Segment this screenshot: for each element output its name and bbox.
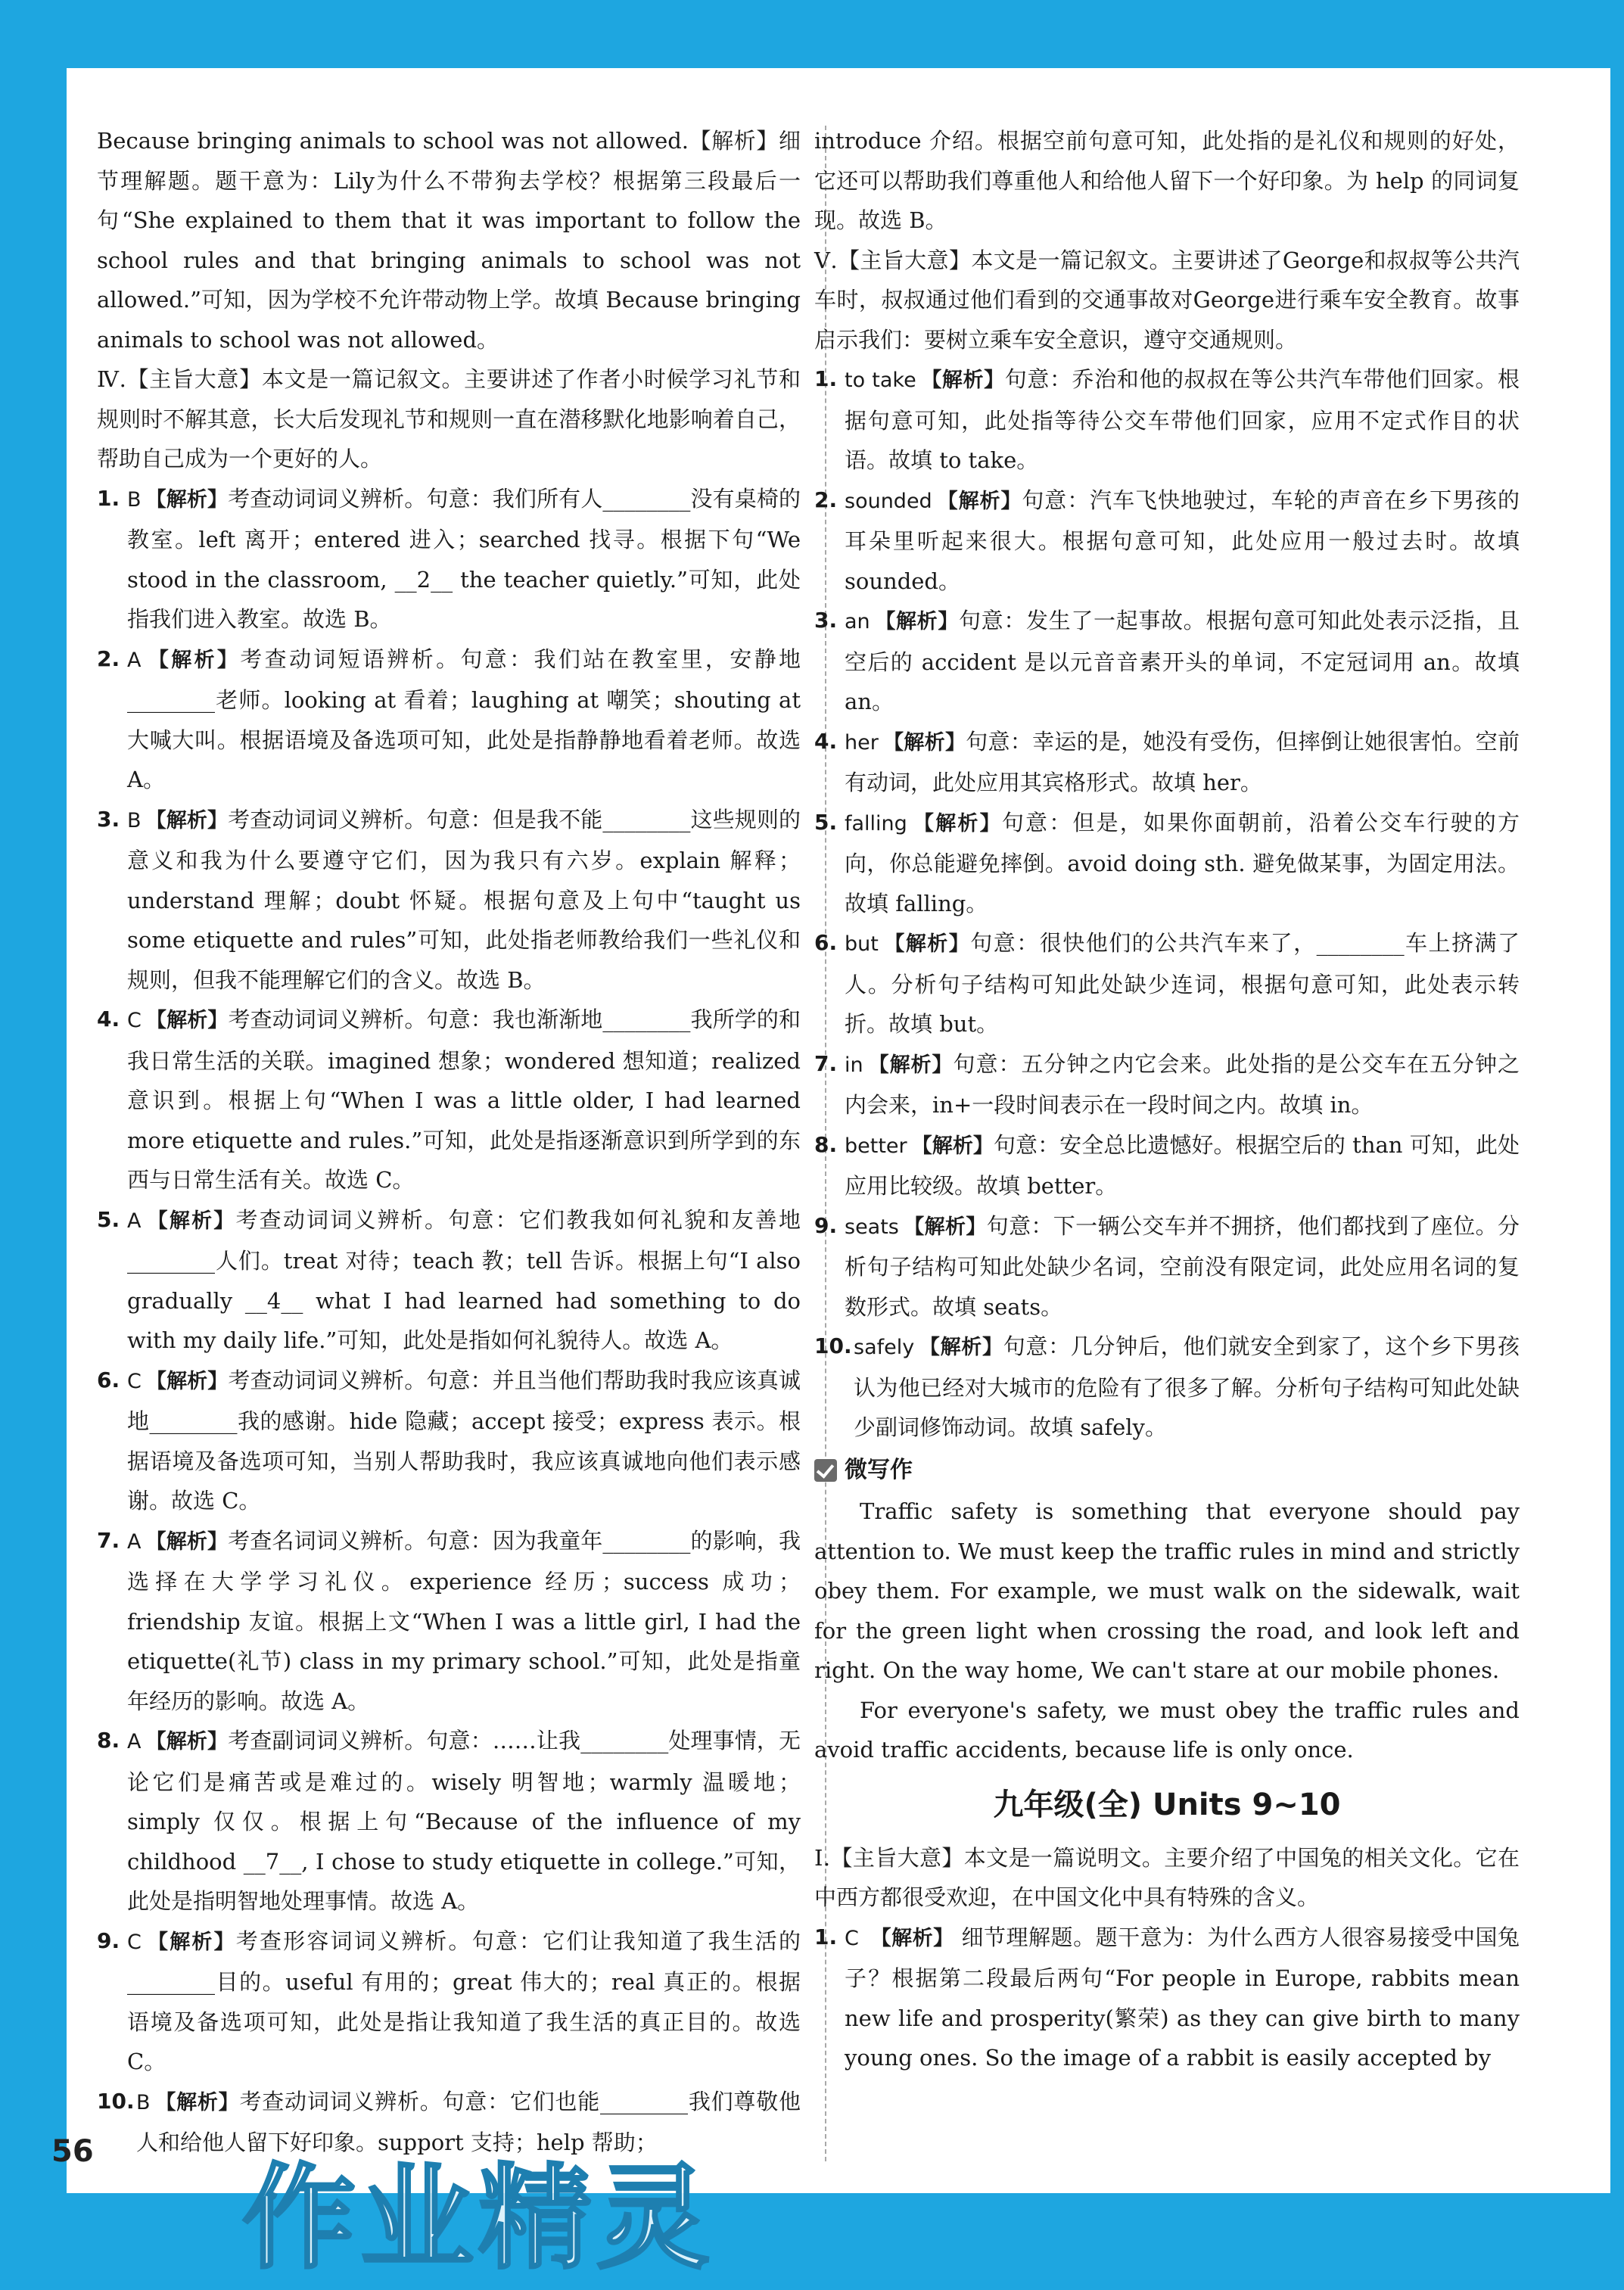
item-body <box>127 1721 801 1921</box>
item-number: 7. <box>97 1527 120 1553</box>
section-4-summary: Ⅳ.【主旨大意】本文是一篇记叙文。主要讲述了作者小时候学习礼节和规则时不解其意，长大后发现礼节和规则一直在潜移默化地影响着自己，帮助自己成为一个更好的人。 <box>97 366 801 471</box>
item-answer: B <box>127 487 142 512</box>
item-number: 4. <box>97 1007 120 1031</box>
item-text: 句意：下一辆公交车并不拥挤，他们都找到了座位。分析句子结构可知此处缺少名词，空前没有限定词，此处应用名词的复数形式。故填 seats。 <box>845 1212 1520 1320</box>
answer-item <box>97 479 801 639</box>
analysis-tag: 【解析】 <box>145 1730 229 1753</box>
item-number: 5. <box>97 1206 120 1232</box>
item-number: 8. <box>97 1728 120 1753</box>
answer-item <box>97 1361 801 1521</box>
item-body <box>845 601 1520 722</box>
right-column <box>814 121 1520 2078</box>
section-title: 九年级(全) Units 9~10 <box>993 1787 1341 1822</box>
item-body <box>845 1206 1520 1327</box>
item-body <box>127 639 801 800</box>
item-answer: C <box>127 1930 142 1954</box>
item-text: 句意：很快他们的公共汽车来了，________车上挤满了人。分析句子结构可知此处缺少连词，根据句意可知，此处表示转折。故填 but。 <box>845 930 1520 1037</box>
item-answer: C <box>845 1926 859 1950</box>
answer-item <box>814 923 1520 1044</box>
item-answer: A <box>127 1529 142 1554</box>
answer-item <box>814 1044 1520 1125</box>
analysis-tag: 【解析】 <box>145 1369 229 1393</box>
analysis-tag: 【解析】 <box>145 1009 229 1032</box>
analysis-tag: 【解析】 <box>145 487 229 512</box>
item-number: 2. <box>814 487 838 512</box>
item-answer: B <box>136 2090 151 2114</box>
answer-item <box>97 800 801 1000</box>
intro-paragraph-left: Because bringing animals to school was not allowed.【解析】细节理解题。题干意为：Lily为什么不带狗去学校？根据第三段最后一句“She explained to them that it was important to follow the school rules and that bringing animals to school was not allowed.”可知，因为学校不允许带动物上学。故填 Because bringing animals to school was not allowed。 <box>97 128 801 353</box>
section-1-summary: Ⅰ.【主旨大意】本文是一篇说明文。主要介绍了中国兔的相关文化。它在中西方都很受欢迎，在中国文化中具有特殊的含义。 <box>814 1844 1520 1910</box>
item-text: 句意：发生了一起事故。根据句意可知此处表示泛指，且空后的 accident 是以元音音素开头的单词，不定冠词用 an。故填 an。 <box>845 608 1520 714</box>
item-text: 考查动词词义辨析。句意：我也渐渐地________我所学的和我日常生活的关联。imagined 想象；wondered 想知道；realized 意识到。根据上句“When I was a little older, I had learned more etiquette and rules.”可知，此处是指逐渐意识到所学到的东西与日常生活有关。故选 C。 <box>127 1007 801 1193</box>
item-body <box>845 1125 1520 1206</box>
item-body <box>127 1200 801 1361</box>
watermark-logo: 作业精灵 <box>242 2153 715 2285</box>
page-number: 56 <box>51 2134 94 2169</box>
analysis-tag: 【解析】 <box>145 1930 236 1954</box>
right-answer-list <box>814 359 1520 1448</box>
item-answer: falling <box>845 811 907 835</box>
analysis-tag: 【解析】 <box>920 369 1005 392</box>
item-answer: better <box>845 1134 907 1158</box>
item-body <box>127 1361 801 1521</box>
item-text: 句意：安全总比遗憾好。根据空后的 than 可知，此处应用比较级。故填 better。 <box>845 1131 1520 1199</box>
item-answer: seats <box>845 1215 899 1239</box>
analysis-tag: 【解析】 <box>145 808 229 832</box>
answer-item <box>814 722 1520 803</box>
item-number: 6. <box>814 930 838 955</box>
answer-item <box>97 1000 801 1200</box>
item-number: 1. <box>97 485 120 511</box>
item-text: 细节理解题。题干意为：为什么西方人很容易接受中国兔子？根据第二段最后两句“For people in Europe, rabbits mean new life and prosperity(繁荣) as they can give birth to many young ones. So the image of a rabbit is easily accepted by <box>845 1924 1520 2071</box>
item-answer: in <box>845 1053 863 1077</box>
item-number: 3. <box>97 806 120 832</box>
item-body <box>127 800 801 1000</box>
answer-item <box>814 803 1520 924</box>
item-text: 句意：幸运的是，她没有受伤，但摔倒让她很害怕。空前有动词，此处应用其宾格形式。故填 her。 <box>845 728 1520 795</box>
answer-item <box>97 1921 801 2082</box>
item-number: 9. <box>814 1212 838 1238</box>
analysis-tag: 【解析】 <box>145 648 241 672</box>
analysis-tag: 【解析】 <box>882 730 966 755</box>
item-body <box>845 923 1520 1044</box>
answer-item <box>814 481 1520 602</box>
answer-item <box>97 1200 801 1361</box>
item-body <box>845 1044 1520 1125</box>
item-text: 考查动词词义辨析。句意：但是我不能________这些规则的意义和我为什么要遵守它们，因为我只有六岁。explain 解释；understand 理解；doubt 怀疑。根据句意及上句中“taught us some etiquette and rules”可知，此处指老师教给我们一些礼仪和规则，但我不能理解它们的含义。故选 B。 <box>127 806 801 993</box>
item-text: 句意：乔治和他的叔叔在等公共汽车带他们回家。根据句意可知，此处指等待公交车带他们回家，应用不定式作目的状语。故填 to take。 <box>845 366 1520 473</box>
analysis-tag: 【解析】 <box>867 1053 954 1077</box>
item-number: 3. <box>814 608 838 633</box>
analysis-tag: 【解析】 <box>874 610 960 633</box>
analysis-tag: 【解析】 <box>919 1336 1003 1359</box>
checkbox-icon <box>814 1459 837 1482</box>
analysis-tag: 【解析】 <box>154 2090 240 2114</box>
item-number: 9. <box>97 1928 120 1953</box>
item-text: 句意：但是，如果你面朝前，沿着公交车行驶的方向，你总能避免摔倒。avoid doing sth. 避免做某事，为固定用法。故填 falling。 <box>845 809 1520 916</box>
analysis-tag: 【解析】 <box>145 1529 229 1554</box>
item-answer: to take <box>845 369 916 392</box>
item-text: 考查动词词义辨析。句意：它们也能________我们尊敬他人和给他人留下好印象。support 支持；help 帮助； <box>136 2088 801 2155</box>
item-text: 句意：五分钟之内它会来。此处指的是公交车在五分钟之内会来，in+一段时间表示在一段时间之内。故填 in。 <box>845 1050 1520 1118</box>
answer-item <box>97 1521 801 1722</box>
item-body <box>127 1521 801 1722</box>
item-body <box>127 1000 801 1200</box>
item-number: 1. <box>814 1924 838 1949</box>
item-answer: C <box>127 1369 142 1393</box>
writing-header <box>814 1451 1520 1491</box>
writing-paragraph: Traffic safety is something that everyone should pay attention to. We must keep the traffic rules in mind and strictly obey them. For example, we must walk on the sidewalk, wait for the green light when crossing the road, and look left and right. On the way home, We can't stare at our mobile phones. <box>814 1498 1520 1683</box>
item-body <box>845 359 1520 481</box>
item-text: 考查副词词义辨析。句意：……让我________处理事情，无论它们是痛苦或是难过的。wisely 明智地；warmly 温暖地；simply 仅仅。根据上句“Because of the influence of my childhood __7__, I chose to study etiquette in college.”可知，此处是指明智地处理事情。故选 A。 <box>127 1728 801 1914</box>
answer-item <box>814 1918 1520 2078</box>
section-5-summary: Ⅴ.【主旨大意】本文是一篇记叙文。主要讲述了George和叔叔等公共汽车时，叔叔通过他们看到的交通事故对George进行乘车安全教育。故事启示我们：要树立乘车安全意识，遵守交通规则。 <box>814 247 1520 353</box>
analysis-tag: 【解析】 <box>903 1215 987 1239</box>
item-text: 考查动词词义辨析。句意：我们所有人________没有桌椅的教室。left 离开；entered 进入；searched 找寻。根据下句“We stood in the classroom, __2__ the teacher quietly.”可知，此处指我们进入教室。故选 B。 <box>127 485 801 632</box>
item-text: 考查名词词义辨析。句意：因为我童年________的影响，我选择在大学学习礼仪。experience 经历；success 成功；friendship 友谊。根据上文“When I was a little girl, I had the etiquette(礼节) class in my primary school.”可知，此处是指童年经历的影响。故选 A。 <box>127 1527 801 1714</box>
item-answer: B <box>127 808 142 832</box>
answer-item <box>814 1206 1520 1327</box>
item-text: 考查动词词义辨析。句意：并且当他们帮助我时我应该真诚地________我的感谢。hide 隐藏；accept 接受；express 表示。根据语境及备选项可知，当别人帮助我时，我应该真诚地向他们表示感谢。故选 C。 <box>127 1367 801 1514</box>
item-body <box>845 722 1520 803</box>
analysis-tag: 【解析】 <box>145 1209 236 1233</box>
left-answer-list <box>97 479 801 2163</box>
answer-item <box>97 1721 801 1921</box>
analysis-tag: 【解析】 <box>936 489 1022 513</box>
item-number: 7. <box>814 1050 838 1076</box>
item-body <box>127 479 801 639</box>
item-number: 6. <box>97 1367 120 1392</box>
item-answer: C <box>127 1009 142 1032</box>
item-body <box>127 1921 801 2082</box>
item-body <box>845 481 1520 602</box>
writing-paragraph: For everyone's safety, we must obey the traffic rules and avoid traffic accidents, because life is only once. <box>814 1697 1520 1763</box>
item-number: 10. <box>97 2088 135 2114</box>
item-answer: an <box>845 610 870 633</box>
answer-item <box>814 1327 1520 1448</box>
item-number: 8. <box>814 1131 838 1157</box>
item-answer: her <box>845 730 879 755</box>
writing-title: 微写作 <box>845 1456 913 1483</box>
analysis-tag: 【解析】 <box>911 811 1002 835</box>
analysis-tag: 【解析】 <box>911 1134 994 1158</box>
item-answer: but <box>845 932 879 956</box>
item-text: 句意：几分钟后，他们就安全到家了，这个乡下男孩认为他已经对大城市的危险有了很多了解。分析句子结构可知此处缺少副词修饰动词。故填 safely。 <box>854 1333 1520 1440</box>
item-text: 考查形容词词义辨析。句意：它们让我知道了我生活的________目的。useful 有用的；great 伟大的；real 真正的。根据语境及备选项可知，此处是指让我知道了我生活的真正目的。故选 C。 <box>127 1928 801 2074</box>
item-text: 考查动词词义辨析。句意：它们教我如何礼貌和友善地________人们。treat 对待；teach 教；tell 告诉。根据上句“I also gradually __4__ what I had learned had something to do with my daily life.”可知，此处是指如何礼貌待人。故选 A。 <box>127 1206 801 1353</box>
item-number: 2. <box>97 646 120 671</box>
item-number: 4. <box>814 728 838 754</box>
left-column <box>97 121 801 2163</box>
item-answer: A <box>127 648 142 672</box>
item-body <box>845 803 1520 924</box>
item-answer: safely <box>854 1336 915 1359</box>
answer-item <box>814 601 1520 722</box>
intro-paragraph-right: introduce 介绍。根据空前句意可知，此处指的是礼仪和规则的好处，它还可以帮助我们尊重他人和给他人留下一个好印象。为 help 的同词复现。故选 B。 <box>814 128 1520 233</box>
item-text: 考查动词短语辨析。句意：我们站在教室里，安静地________老师。looking at 看着；laughing at 嘲笑；shouting at 大喊大叫。根据语境及备选项可知，此处是指静静地看着老师。故选 A。 <box>127 646 801 792</box>
item-number: 5. <box>814 809 838 835</box>
answer-item <box>814 359 1520 481</box>
item-number: 10. <box>814 1333 852 1358</box>
item-answer: A <box>127 1209 142 1233</box>
item-answer: A <box>127 1730 142 1753</box>
item-number: 1. <box>814 366 838 391</box>
item-body <box>854 1327 1520 1448</box>
answer-item <box>97 639 801 800</box>
answer-item <box>814 1125 1520 1206</box>
analysis-tag: 【解析】 <box>882 932 971 956</box>
answer-page <box>67 68 1610 2193</box>
item-answer: sounded <box>845 489 932 513</box>
analysis-tag: 【解析】 <box>870 1926 954 1950</box>
item-text: 句意：汽车飞快地驶过，车轮的声音在乡下男孩的耳朵里听起来很大。根据句意可知，此处应用一般过去时。故填 sounded。 <box>845 487 1520 594</box>
item-body <box>845 1918 1520 2078</box>
